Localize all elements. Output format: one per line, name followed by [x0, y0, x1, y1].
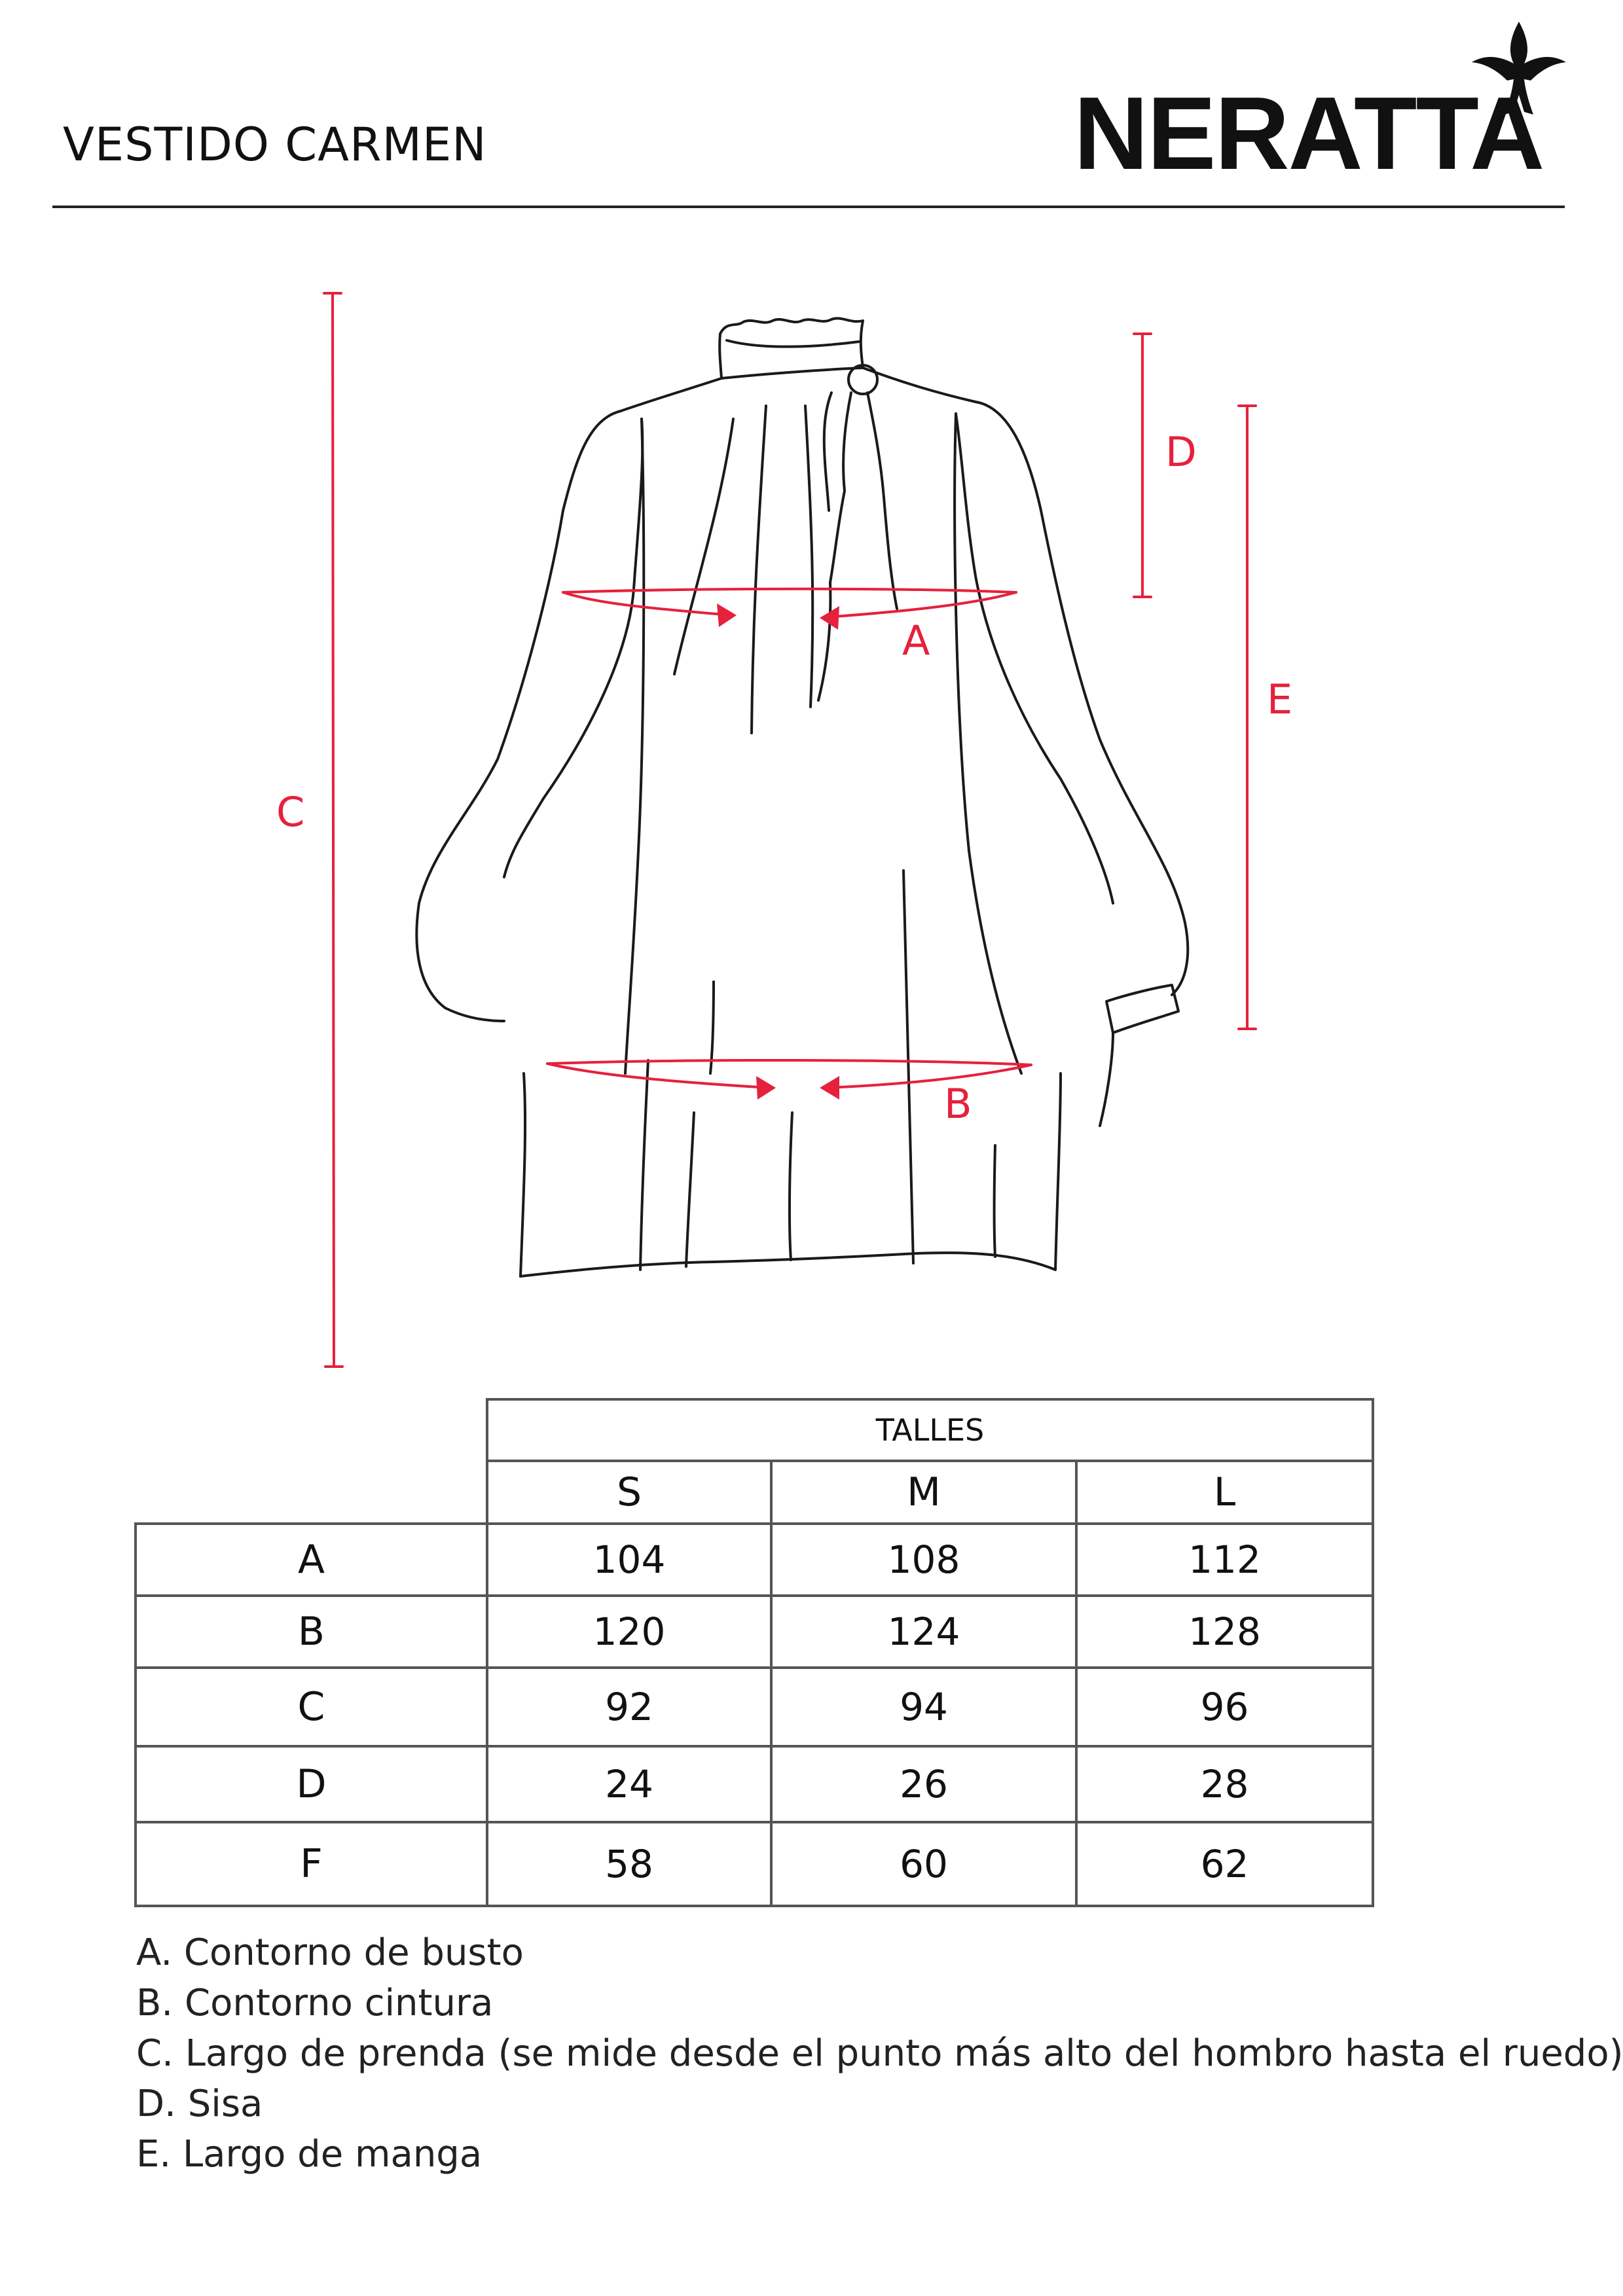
table-cell: 24: [487, 1746, 771, 1822]
table-cell: 26: [771, 1746, 1076, 1822]
table-corner: [136, 1399, 487, 1461]
waist-measure-line: [547, 1060, 1031, 1065]
table-row: [136, 1596, 1373, 1668]
arrowheads: [717, 603, 839, 1100]
row-label: D: [136, 1746, 487, 1822]
table-cell: 60: [771, 1822, 1076, 1906]
row-label: C: [136, 1668, 487, 1746]
table-cell: 28: [1076, 1746, 1373, 1822]
label-a: A: [902, 617, 930, 664]
table-row: [136, 1524, 1373, 1596]
table-corner-2: [136, 1461, 487, 1524]
size-header-l: L: [1076, 1461, 1373, 1524]
size-header-s: S: [487, 1461, 771, 1524]
brand-wordmark: NERATTA: [1074, 76, 1544, 191]
label-d: D: [1165, 428, 1197, 476]
table-cell: 120: [487, 1596, 771, 1668]
label-c: C: [276, 788, 305, 836]
table-cell: 112: [1076, 1524, 1373, 1596]
table-cell: 58: [487, 1822, 771, 1906]
table-row: [136, 1822, 1373, 1906]
size-table: [134, 1398, 1374, 1907]
waist-arrow-right: [826, 1065, 1031, 1088]
dress-outline: [416, 318, 1188, 1276]
row-label: A: [136, 1524, 487, 1596]
legend-item: E. Largo de manga: [136, 2133, 483, 2176]
length-measure-line: [333, 293, 334, 1367]
table-cell: 124: [771, 1596, 1076, 1668]
legend-item: A. Contorno de busto: [136, 1931, 524, 1974]
table-cell: 94: [771, 1668, 1076, 1746]
legend-item: C. Largo de prenda (se mide desde el punto más alto del hombro hasta el ruedo): [136, 2032, 1623, 2075]
table-cell: 108: [771, 1524, 1076, 1596]
table-cell: 96: [1076, 1668, 1373, 1746]
label-b: B: [944, 1080, 972, 1128]
label-e: E: [1267, 675, 1293, 723]
document-title: VESTIDO CARMEN: [63, 118, 487, 171]
measurement-legend: [136, 1928, 1623, 2179]
row-label: B: [136, 1596, 487, 1668]
table-row: [136, 1746, 1373, 1822]
bust-arrow-right: [826, 592, 1016, 617]
table-row: [136, 1668, 1373, 1746]
row-label: F: [136, 1822, 487, 1906]
table-header-talles: TALLES: [487, 1399, 1373, 1461]
size-header-m: M: [771, 1461, 1076, 1524]
table-cell: 104: [487, 1524, 771, 1596]
bust-arrow-left: [563, 592, 730, 615]
table-cell: 62: [1076, 1822, 1373, 1906]
table-cell: 92: [487, 1668, 771, 1746]
bust-measure-line: [563, 589, 1016, 592]
table-cell: 128: [1076, 1596, 1373, 1668]
legend-item: D. Sisa: [136, 2083, 263, 2125]
legend-item: B. Contorno cintura: [136, 1982, 494, 2024]
waist-arrow-left: [547, 1064, 769, 1088]
